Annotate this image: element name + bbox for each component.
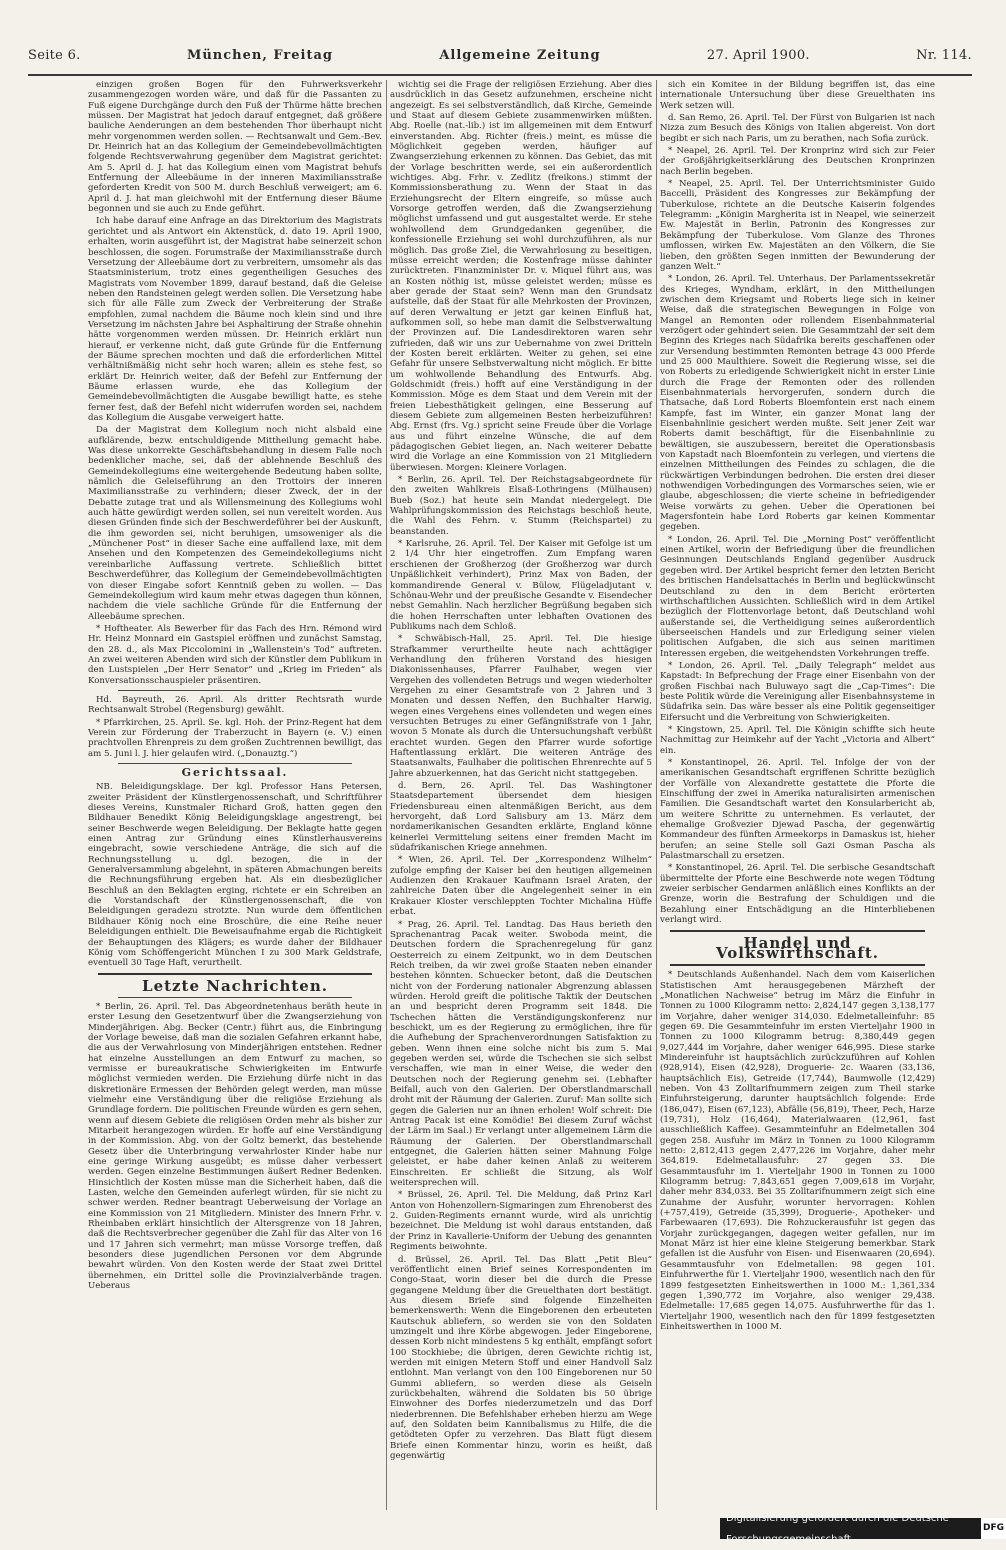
article-paragraph: * London, 26. April. Tel. Die „Morning Post“ veröffentlicht einen Artikel, worin der Befriedigung über die freundlichen Gesinnungen Deutschlands England gegenüber Ausdruck gegeben wird. Der Artikel bespricht ferner den letzten Bericht des britischen Handelsattachés in Berlin und beglückwünscht Deutschland zu den in dem Bericht erörterten wirthschaftlichen Aussichten. Schließlich wird in dem Artikel bezüglich der Flottenvorlage betont, daß Deutschland wohl außerstande sei, die Vertheidigung seines außerordentlich überseeischen Handels und zur Erledigung seiner vielen politischen Aufgaben, die sich aus seinen maritimen Interessen ergeben, die weitgehendsten Vorkehrungen treffe. bbox=[660, 534, 935, 659]
article-paragraph: NB. Beleidigungsklage. Der kgl. Professor Hans Petersen, zweiter Präsident der Künstlergenossenschaft, und Schriftführer dieses Vereins, Kunstmaler Richard Groß, hatten gegen den Bildhauer Benedikt König Beleidigungsklage angestrengt, bei seiner Beschwerde wegen Beleidigung. Der Beklagte hatte gegen einen Antrag zur Gründung eines Künstlerhausvereins eingebracht, sowie verschiedene Anträge, die sich auf die Rechnungsstellung u. dgl. bezogen, die in der Generalversammlung abgelehnt, in späteren Abmachungen bereits die Rechnungsführung ergeben hat. Als ein diesbezüglicher Beschluß an den Beklagten erging, richtete er ein Schreiben an die Vorstandschaft der Künstlergenossenschaft, die von Beleidigungen geradezu strotzte. Nun wurde dem öffentlichen Bildhauer König noch eine Broschüre, die eine Reihe neuer Beleidigungen enthielt. Die Beweisaufnahme ergab die Richtigkeit der Behauptungen des Klägers; es wurde daher der Bildhauer König vom Schöffengericht München I zu 300 Mark Geldstrafe, eventuell 30 Tage Haft, verurtheilt. bbox=[88, 782, 382, 969]
article-paragraph: * Kingstown, 25. April. Tel. Die Königin schiffte sich heute Nachmittag zur Heimkehr auf der Yacht „Victoria and Albert“ ein. bbox=[660, 724, 935, 756]
column-1 bbox=[88, 80, 382, 1510]
column-divider bbox=[386, 80, 387, 1510]
page-number: Seite 6. bbox=[28, 48, 81, 63]
article-paragraph: * Pfarrkirchen, 25. April. Se. kgl. Hoh. der Prinz-Regent hat dem Verein zur Förderung der Traberzucht in Bayern (e. V.) einen prachtvollen Ehrenpreis zu dem großen Zuchtrennen bewilligt, das am 5. Juni l. J. hier gelaufen wird. („Donauztg.“) bbox=[88, 717, 382, 759]
article-paragraph: * Neapel, 25. April. Tel. Der Unterrichtsminister Guido Baccelli, Präsident des Kongresses zur Bekämpfung der Tuberkulose, richtete an die Deutsche Kaiserin folgendes Telegramm: „Königin Margherita ist in Neapel, wie seinerzeit Ew. Majestät in Berlin, Patronin des Kongresses zur Bekämpfung der Tuberkulose. Vom Glanze des Thrones umflossen, wirken Ew. Majestäten an den Völkern, die Sie lieben, den größten Segen inmitten der Bewunderung der ganzen Welt.“ bbox=[660, 179, 935, 272]
article-paragraph: * Karlsruhe, 26. April. Tel. Der Kaiser mit Gefolge ist um 2 1/4 Uhr hier eingetroffen. Zum Empfang waren erschienen der Großherzog (der Großherzog war durch Unpäßlichkeit verhindert), Prinz Max von Baden, der kommandirende General v. Bülow, Flügeladjutant v. Schönau-Wehr und der preußische Gesandte v. Eisendecher nebst Gemahlin. Nach herzlicher Begrüßung begaben sich die hohen Herrschaften unter lebhaften Ovationen des Publikums nach dem Schloß. bbox=[390, 539, 652, 632]
article-paragraph: * Konstantinopel, 26. April. Tel. Infolge der von der amerikanischen Gesandtschaft ergriffenen Schritte bezüglich der Vorfälle von Alexandrette gestattete die Pforte die Einschiffung der zwei in Amerika naturalisirten armenischen Familien. Die Gesandtschaft wartet den Konsularbericht ab, um weitere Schritte zu unternehmen. Es verlautet, der ehemalige Großvezier Djewad Pascha, der gegenwärtig Kommandeur des fünften Armeekorps in Damaskus ist, hieher berufen; an seine Stelle soll Gazi Osman Pascha als Palastmarschall zu ersetzen. bbox=[660, 758, 935, 862]
header-rule bbox=[28, 74, 972, 76]
section-rule bbox=[670, 930, 925, 932]
section-rule bbox=[118, 763, 352, 764]
article-paragraph: Da der Magistrat dem Kollegium noch nicht alsbald eine aufklärende, bezw. entschuldigende Mittheilung gemacht habe. Was diese unkorrekte Geschäftsbehandlung in diesem Falle noch bedenklicher mache, sei, daß der ablehnende Beschluß des Gemeindekollegiums eine weitergehende Bedeutung haben sollte, nämlich die Geleiseführung an den Trottoirs der inneren Maximiliansstraße zu verhindern; dieser Zweck, der in der Debatte zutage trat und als Willensmeinung des Kollegiums wohl auch hätte gewürdigt werden sollen, sei nun vereitelt worden. Aus diesen Gründen finde sich der Beschwerdeführer bei der Auskunft, die ihm geworden sei, nicht beruhigen, umsoweniger als die „Münchener Post“ in dieser Sache eine auffallend laxe, mit dem Ansehen und den Kompetenzen des Gemeindekollegiums nicht vereinbarliche Auffassung vertrete. Schließlich bittet Beschwerdeführer, das Kollegium der Gemeindebevollmächtigten von dieser Eingabe sofort Kenntniß geben zu wollen. — Das Gemeindekollegium wird kaum mehr etwas dagegen thun können, nachdem die viele sachliche Gründe für die Entfernung der Alleebäume sprechen. bbox=[88, 425, 382, 622]
article-paragraph: sich ein Komitee in der Bildung begriffen ist, das eine internationale Untersuchung über diese Greuelthaten ins Werk setzen will. bbox=[660, 80, 935, 111]
article-paragraph: d. San Remo, 26. April. Tel. Der Fürst von Bulgarien ist nach Nizza zum Besuch des Königs von Italien abgereist. Von dort begibt er sich nach Paris, um zu berathen, nach Sofia zurück. bbox=[660, 113, 935, 144]
article-paragraph: * Wien, 26. April. Tel. Der „Korrespondenz Wilhelm“ zufolge empfing der Kaiser bei den heutigen allgemeinen Audienzen den Krakauer Kaufmann Israel Araten, der zahlreiche Daten über die Angelegenheit seiner in ein Krakauer Kloster verschleppten Tochter Michalina Hüffe erbat. bbox=[390, 855, 652, 918]
article-paragraph: * Berlin, 26. April. Tel. Das Abgeordnetenhaus beräth heute in erster Lesung den Gesetzentwurf über die Zwangserziehung von Minderjährigen. Abg. Becker (Centr.) führt aus, die Einbringung der Vorlage beweise, daß man die sozialen Gefahren erkannt habe, die aus der Verwahrlosung von Minderjährigen entstehen. Redner hat einzelne Ausstellungen an dem Entwurf zu machen, so vermisse er bureaukratische Schwierigkeiten im Entwurfe möglichst vermieden werden. Die Erziehung dürfe nicht in das diskretionäre Ermessen der Behörden gelegt werden, man müsse vielmehr eine Verständigung über die religiöse Erziehung als Grundlage fordern. Die politischen Freunde würden es gern sehen, wenn auf diesem Gebiete die religiösen Orden mehr als bisher zur Mitarbeit herangezogen würden. Er hoffe auf eine Verständigung in der Kommission. Abg. von der Goltz bemerkt, das bestehende Gesetz über die Unterbringung verwahrloster Kinder habe nur eine geringe Wirkung ausgeübt; es müsse daher verbessert werden. Gegen einzelne Bestimmungen äußert Redner Bedenken. Hinsichtlich der Kosten müsse man die Sicherheit haben, daß die Lasten, welche den Gemeinden auferlegt würden, für sie nicht zu schwer werden. Redner beantragt Ueberweisung der Vorlage an eine Kommission von 21 Mitgliedern. Minister des Innern Frhr. v. Rheinbaben erklärt hinsichtlich der Altersgrenze von 18 Jahren, daß die Rechtsverbrecher gegenüber die Zahl für das Alter von 16 und 17 Jahren sich vermehrt; man müsse Vorsorge treffen, daß besonders diese jugendlichen Personen vor dem Abgrunde bewahrt würden. Von den Kosten werde der Staat zwei Drittel übernehmen, ein Drittel solle die Provinzialverbände tragen. Ueberaus bbox=[88, 1001, 382, 1292]
article-paragraph: * Deutschlands Außenhandel. Nach dem vom Kaiserlichen Statistischen Amt herausgegebenen Märzheft der „Monatlichen Nachweise“ betrug im März die Einfuhr in Tonnen zu 1000 Kilogramm netto: 2,824,147 gegen 3,138,177 im Vorjahre, daher weniger 314,030. Edelmetalleinfuhr: 85 gegen 69. Die Gesammteinfuhr im ersten Vierteljahr 1900 in Tonnen zu 1000 Kilogramm betrug: 8,380,449 gegen 9,027,444 im Vorjahre, daher weniger 646,995. Diese starke Mindereinfuhr ist hauptsächlich zurückzuführen auf Kohlen (928,914), Eisen (42,928), Droguerie- 2c. Waaren (33,136, hauptsächlich Eis), Getreide (17,744), Baumwolle (12,429) neben. Von 43 Zolltarifnummern zeigen zum Theil starke Einfuhrsteigerung, darunter hauptsächlich folgende: Erde (186,047), Eisen (67,123), Abfälle (56,819), Theer, Pech, Harze (19,731), Holz (16,464), Materialwaaren (12,961, fast ausschließlich Kaffee). Gesammteinfuhr an Edelmetallen 304 gegen 258. Ausfuhr im März in Tonnen zu 1000 Kilogramm netto: 2,812,413 gegen 2,477,226 im Vorjahre, daher mehr 364,819. Edelmetallausfuhr: 27 gegen 33. Die Gesammtausfuhr im 1. Vierteljahr 1900 in Tonnen zu 1000 Kilogramm betrug: 7,843,651 gegen 7,009,618 im Vorjahr, daher mehr 834,033. Bei 35 Zolltarifnummern zeigt sich eine Zunahme der Ausfuhr, worunter hervorragen: Kohlen (+757,419), Getreide (35,399), Droguerie-, Apotheker- und Farbewaaren (17,693). Die Rohzuckerausfuhr ist gegen das Vorjahr zurückgegangen, dagegen weiter gefallen, nur im Monat März ist hier eine kleine Steigerung bemerkbar. Stark gefallen ist die Ausfuhr von Eisen- und Eisenwaaren (20,694). Gesammtausfuhr von Edelmetallen: 98 gegen 101. Einfuhrwerthe für 1. Vierteljahr 1900, wesentlich nach den für 1899 festgesetzten Einheitswerthen in 1000 M.: 1,361,334 gegen 1,390,772 im Vorjahre, also weniger 29,438. Edelmetalle: 17,685 gegen 14,075. Ausfuhrwerthe für das 1. Vierteljahr 1900, wesentlich nach den für 1899 festgesetzten Einheitswerthen in 1000 M. bbox=[660, 970, 935, 1332]
article-paragraph: wichtig sei die Frage der religiösen Erziehung. Aber dies ausdrücklich in das Gesetz aufzunehmen, erscheine nicht angezeigt. Es sei selbstverständlich, daß Kirche, Gemeinde und Staat auf diesem Gebiete zusammenwirken müßten. Abg. Roelle (nat.-lib.) ist im allgemeinen mit dem Entwurf einverstanden. Abg. Richter (freis.) meint, es müsse die Möglichkeit gegeben werden, häufiger auf Zwangserziehung erkennen zu können. Das Gebiet, das mit der Vorlage beschritten werde, sei ein außerordentlich wichtiges. Abg. Frhr. v. Zedlitz (freikons.) stimmt der Kommissionsberathung zu. Wenn der Staat in das Erziehungsrecht der Eltern eingreife, so müsse auch Vorsorge getroffen werden, daß die Zwangserziehung möglichst umfassend und gut ausgestaltet werde. Er stehe wohlwollend dem Grundgedanken gegenüber, die konfessionelle Erziehung sei wohl durchzuführen, als nur möglich. Das große Ziel, die Verwahrlosung zu beseitigen, müsse erreicht werden; die Kostenfrage müsse dahinter zurücktreten. Finanzminister Dr. v. Miquel führt aus, was an Kosten nöthig ist, müsse geleistet werden; müsse es aber gerade der Staat sein? Wenn man den Grundsatz aufstelle, daß der Staat für alle Mehrkosten der Provinzen, auf deren Verwaltung er jetzt gar keinen Einfluß hat, aufkommen soll, so hebe man damit die Selbstverwaltung der Provinzen auf. Die Landesdirektoren waren sehr zufrieden, daß wir uns zur Uebernahme von zwei Dritteln der Kosten bereit erklärten. Weiter zu gehen, sei eine Gefahr für unsere Selbstverwaltung nicht möglich. Er bitte um wohlwollende Behandlung des Entwurfs. Abg. Goldschmidt (freis.) hofft auf eine Verständigung in der Kommission. Möge es dem Staat und dem Verein mit der freien Liebesthätigkeit gelingen, eine Besserung auf diesem Gebiete zum allgemeinen Besten herbeizuführen! Abg. Ernst (frs. Vg.) spricht seine Freude über die Vorlage aus und führt einzelne Wünsche, die auf dem pädagogischen Gebiet liegen, an. Nach weiterer Debatte wird die Vorlage an eine Kommission von 21 Mitgliedern überwiesen. Morgen: Kleinere Vorlagen. bbox=[390, 80, 652, 473]
section-rule bbox=[670, 964, 925, 966]
article-paragraph: d. Brüssel, 26. April. Tel. Das Blatt „Petit Bleu“ veröffentlicht einen Brief seines Korrespondenten im Congo-Staat, worin dieser bei die durch die Presse gegangene Meldung über die Greuelthaten dort bestätigt. Aus diesem Briefe sind folgende Einzelheiten bemerkenswerth: Wenn die Eingeborenen den erbeuteten Kautschuk abliefern, so werden sie von den Soldaten umzingelt und ihre Körbe abgewogen. Jeder Eingeborene, dessen Korb nicht mindestens 5 kg enthält, empfängt sofort 100 Stockhiebe; die übrigen, deren Gewichte richtig ist, werden mit einigen Metern Stoff und einer Handvoll Salz entlohnt. Man verlangt von den 100 Eingeborenen nur 50 Gummi abliefern, so werden diese als Geiseln zurückbehalten, während die Soldaten bis 50 übrige Einwohner des Dorfes niederzumetzeln und das Dorf niederbrennen. Die Befehlshaber erheben hierzu am Wege auf, den Soldaten beim Kannibalismus zu Hilfe, die die getödteten Opfer zu verzehren. Das Blatt fügt diesem Briefe einen Kommentar hinzu, worin es heißt, daß gegenwärtig bbox=[390, 1254, 652, 1462]
article-paragraph: * Hoftheater. Als Bewerber für das Fach des Hrn. Rémond wird Hr. Heinz Monnard ein Gastspiel eröffnen und zunächst Samstag, den 28. d., als Max Piccolomini in „Wallenstein's Tod“ auftreten. An zwei weiteren Abenden wird sich der Künstler dem Publikum in den Lustspielen „Der Herr Senator“ und „Krieg im Frieden“ als Konversationsschauspieler präsentiren. bbox=[88, 623, 382, 686]
article-paragraph: d. Bern, 26. April. Tel. Das Washingtoner Staatsdepartement übersendet dem hiesigen Friedensbureau einen altenmäßigen Bericht, aus dem hervorgeht, daß Lord Salisbury am 13. März dem nordamerikanischen Gesandten erklärte, England könne keinerlei Vermittelung seitens einer fremden Macht im südafrikanischen Kriege annehmen. bbox=[390, 781, 652, 854]
digitization-credit bbox=[720, 1512, 1006, 1545]
section-rule bbox=[98, 973, 372, 975]
article-paragraph: * Brüssel, 26. April. Tel. Die Meldung, daß Prinz Karl Anton von Hohenzollern-Sigmaringen zum Ehrenoberst des 2. Guiden-Regiments ernannt wurde, wird als unrichtig bezeichnet. Die Meldung ist wohl daraus entstanden, daß der Prinz in Kavallerie-Uniform der Uebung des genannten Regiments beiwohnte. bbox=[390, 1190, 652, 1253]
section-heading-trade: Handel und Volkswirthschaft. bbox=[716, 933, 879, 962]
issue-number: Nr. 114. bbox=[916, 48, 972, 63]
credit-text: Digitalisierung gefördert durch die Deutsche Forschungsgemeinschaft bbox=[726, 1512, 949, 1545]
issue-date: 27. April 1900. bbox=[706, 48, 810, 63]
column-3 bbox=[660, 80, 935, 1510]
article-paragraph: * Berlin, 26. April. Tel. Der Reichstagsabgeordnete für den zweiten Wahlkreis Elsaß-Lothringens (Mülhausen) Bueb (Soz.) hat heute sein Mandat niedergelegt. Die Wahlprüfungskommission des Reichstags beschloß heute, die Wahl des Fehrn. v. Stumm (Reichspartei) zu beanstanden. bbox=[390, 475, 652, 537]
article-paragraph: * London, 26. April. Tel. „Daily Telegraph“ meldet aus Kapstadt: In Befprechung der Frage einer Eisenbahn von der großen Fischbai nach Buluwayo sagt die „Cap-Times“: Die beste Politik würde die Vereinigung aller Eisenbahnsysteme in Südafrika sein. Das wäre besser als eine Politik gegenseitiger Eifersucht und die Verbreitung von Schwierigkeiten. bbox=[660, 660, 935, 723]
article-paragraph: * London, 26. April. Tel. Unterhaus. Der Parlamentssekretär des Krieges, Wyndham, erklärt, in den Mittheilungen zwischen dem Kriegsamt und Roberts liege sich in keiner Weise, daß die strategischen Bewegungen in Folge von Mangel an Remonten oder rollendem Eisenbahnmaterial verzögert oder gehindert seien. Die Gesammtzahl der seit dem Beginn des Krieges nach Südafrika bereits geschaffenen oder zur Versendung bestimmten Remonten betrage 43 000 Pferde und 25 000 Maulthiere. Soweit die Regierung wisse, sei die von Roberts zu erledigende Schwierigkeit nicht in erster Linie durch die Frage der Remonten oder des rollenden Eisenbahnmaterials hervorgerufen, sondern durch die Thatsache, daß Lord Roberts Bloemfontein erst nach einem Kampfe, fast im Winter, ein ganzer Monat lang der Eisenbahnlinie gesichert werden mußte. Seit jener Zeit war Roberts damit beschäftigt, für die Eisenbahnlinie zu bewältigen, sie auszubessern, bereitet die Operationsbasis von Kapstadt nach Bloemfontein zu verlegen, und viertens die einzelnen Mittheilungen des Feindes zu schlagen, die die rückwärtigen Verbindungen bedrohen. Die ersten drei dieser nothwendigen Vorbedingungen des Vormarsches seien, wie er glaube, abgeschlossen; die vierte scheine in befriedigender Weise vorwärts zu gehen. Ueber die Operationen bei Magersfontein habe Lord Roberts gar keinen Kommentar gegeben. bbox=[660, 274, 935, 533]
article-paragraph: einzigen großen Bogen für den Fuhrwerksverkehr zusammengezogen worden wäre, und daß für die Passanten zu Fuß eigene Durchgänge durch den Fuß der Thürme hätte brechen müssen. Der Magistrat hat jedoch darauf entgegnet, daß größere bauliche Aenderungen an dem bestehenden Thor überhaupt nicht mehr vorgenommen werden sollen. — Rechtsanwalt und Gem.-Bev. Dr. Heinrich hat an das Kollegium der Gemeindebevollmächtigten folgende Rechtsverwahrung gegenüber dem Magistrat gerichtet: Am 5. April d. J. hat das Kollegium einen vom Magistrat behufs Entfernung der Alleebäume in der inneren Maximiliansstraße geforderten Kredit von 500 M. durch Beschluß verweigert; am 6. April d. J. hat man gleichwohl mit der Entfernung dieser Bäume begonnen und sie auch zu Ende geführt. bbox=[88, 80, 382, 215]
article-paragraph: Ich habe darauf eine Anfrage an das Direktorium des Magistrats gerichtet und als Antwort ein Aktenstück, d. dato 19. April 1900, erhalten, worin ausgeführt ist, der Magistrat habe seinerzeit schon beschlossen, die sogen. Forumstraße der Maximiliansstraße durch Versetzung der Alleebäume dort zu verbreitern, umsomehr als das Staatsministerium, trotz eines gegentheiligen Gesuches des Magistrats vom November 1899, darauf bestand, daß die Geleise neben den Randsteinen gelegt werden sollen. Die Versetzung habe sich für alle Fälle zum Zweck der Verbreiterung der Straße empfohlen, zumal nachdem die Bäume noch klein sind und ihre Versetzung im nächsten Jahre bei Asphaltirung der Straße ohnehin hätte vorgenommen werden müssen. Dr. Heinrich erklärt nun hierauf, er verkenne nicht, daß gute Gründe für die Entfernung der Bäume sprechen mochten und daß die erforderlichen Mittel verhältnißmäßig nicht sehr hoch waren; allein es stehe fest, so erklärt Dr. Heinrich weiter, daß der Befehl zur Entfernung der Bäume erlassen wurde, ehe das Kollegium der Gemeindebevollmächtigten die Ausgabe bewilligt hatte, es stehe ferner fest, daß der Befehl nicht widerrufen worden sei, nachdem das Kollegium die Ausgabe verweigert hatte. bbox=[88, 216, 382, 423]
article-paragraph: Hd. Bayreuth, 26. April. Als dritter Rechtsrath wurde Rechtsanwalt Strobel (Regensburg) gewählt. bbox=[88, 694, 382, 716]
article-paragraph: * Schwäbisch-Hall, 25. April. Tel. Die hiesige Strafkammer verurtheilte heute nach achttägiger Verhandlung den früheren Vorstand des hiesigen Diakonissenhauses, Pfarrer Faulhaber, wegen vier Vergehen des vollendeten Betrugs und wegen wiederholter Vergehen zu einer Gesamtstrafe von 2 Jahren und 3 Monaten und dessen Neffen, den Buchhalter Harwig, wegen eines Vergehens eines vollendeten und wegen eines versuchten Betruges zu einer Gefängnißstrafe von 1 Jahr, wovon 5 Monate als durch die Untersuchungshaft verbüßt erachtet wurden. Gegen den Pfarrer wurde sofortige Haftentlassung erklärt. Die weiteren Anträge des Staatsanwalts, Faulhaber die politischen Ehrenrechte auf 5 Jahre abzuerkennen, hat das Gericht nicht stattgegeben. bbox=[390, 634, 652, 779]
dfg-logo: DFG bbox=[981, 1518, 1006, 1539]
section-rule bbox=[118, 997, 352, 998]
column-divider bbox=[656, 80, 657, 1510]
article-paragraph: * Prag, 26. April. Tel. Landtag. Das Haus berieth den Sprachenantrag Pacak weiter. Swoboda meint, die Deutschen fordern die Sprachenregelung für ganz Oesterreich zu einem Zeitpunkt, wo in dem Deutschen Reich treiben, da wir zwei große Staaten neben einander bestehen könnten. Schuecker betont, daß die Deutschen nicht von der Forderung nationaler Abgrenzung ablassen würden. Herold greift die politische Taktik der Deutschen an und bespricht deren Programm seit 1848. Die Tschechen hätten die Verständigungskonferenz nur beschickt, um es der Regierung zu ermöglichen, ihre für die Aufhebung der Sprachenverordnungen Satisfaktion zu geben. Wenn ihnen eine solche nicht bis zum 5. Mai gegeben werden sei, würde die Tschechen sie sich selbst verschaffen, wie man in einer Weise, die weder den Deutschen noch der Regierung genehm sei. (Lebhafter Beifall, auch von den Galerien. Der Oberstlandmarschall droht mit der Räumung der Galerien. Zuruf: Man sollte sich gegen die Galerien nur an ihnen erholen! Wolf schreit: Die Antrag Pacak ist eine Komödie! Bei diesem Zuruf wächst der Lärm im Saal.) Er verlangt unter allgemeinem Lärm die Räumung der Galerien. Der Oberstlandmarschall entgegnet, die Galerien hätten seiner Mahnung Folge geleistet, er habe daher keinen Anlaß zu weiterem Einschreiten. Er schließt die Sitzung, als Wolf weitersprechen will. bbox=[390, 919, 652, 1189]
article-paragraph: * Konstantinopel, 26. April. Tel. Die serbische Gesandtschaft übermittelte der Pforte eine Beschwerde note wegen Tödtung zweier serbischer Gendarmen anläßlich eines Konflikts an der Grenze, worin die Bestrafung der Schuldigen und die Bezahlung einer Entschädigung an die Hinterbliebenen verlangt wird. bbox=[660, 863, 935, 926]
newspaper-title: Allgemeine Zeitung bbox=[439, 48, 601, 63]
section-rule bbox=[118, 690, 352, 691]
page-header bbox=[28, 48, 972, 70]
column-2 bbox=[390, 80, 652, 1510]
section-heading-latest-news: Letzte Nachrichten. bbox=[142, 976, 328, 995]
article-paragraph: * Neapel, 26. April. Tel. Der Kronprinz wird sich zur Feier der Großjährigkeitserklärung des Deutschen Kronprinzen nach Berlin begeben. bbox=[660, 146, 935, 177]
place-day: München, Freitag bbox=[186, 48, 333, 63]
section-heading-court: Gerichtssaal. bbox=[181, 766, 289, 779]
